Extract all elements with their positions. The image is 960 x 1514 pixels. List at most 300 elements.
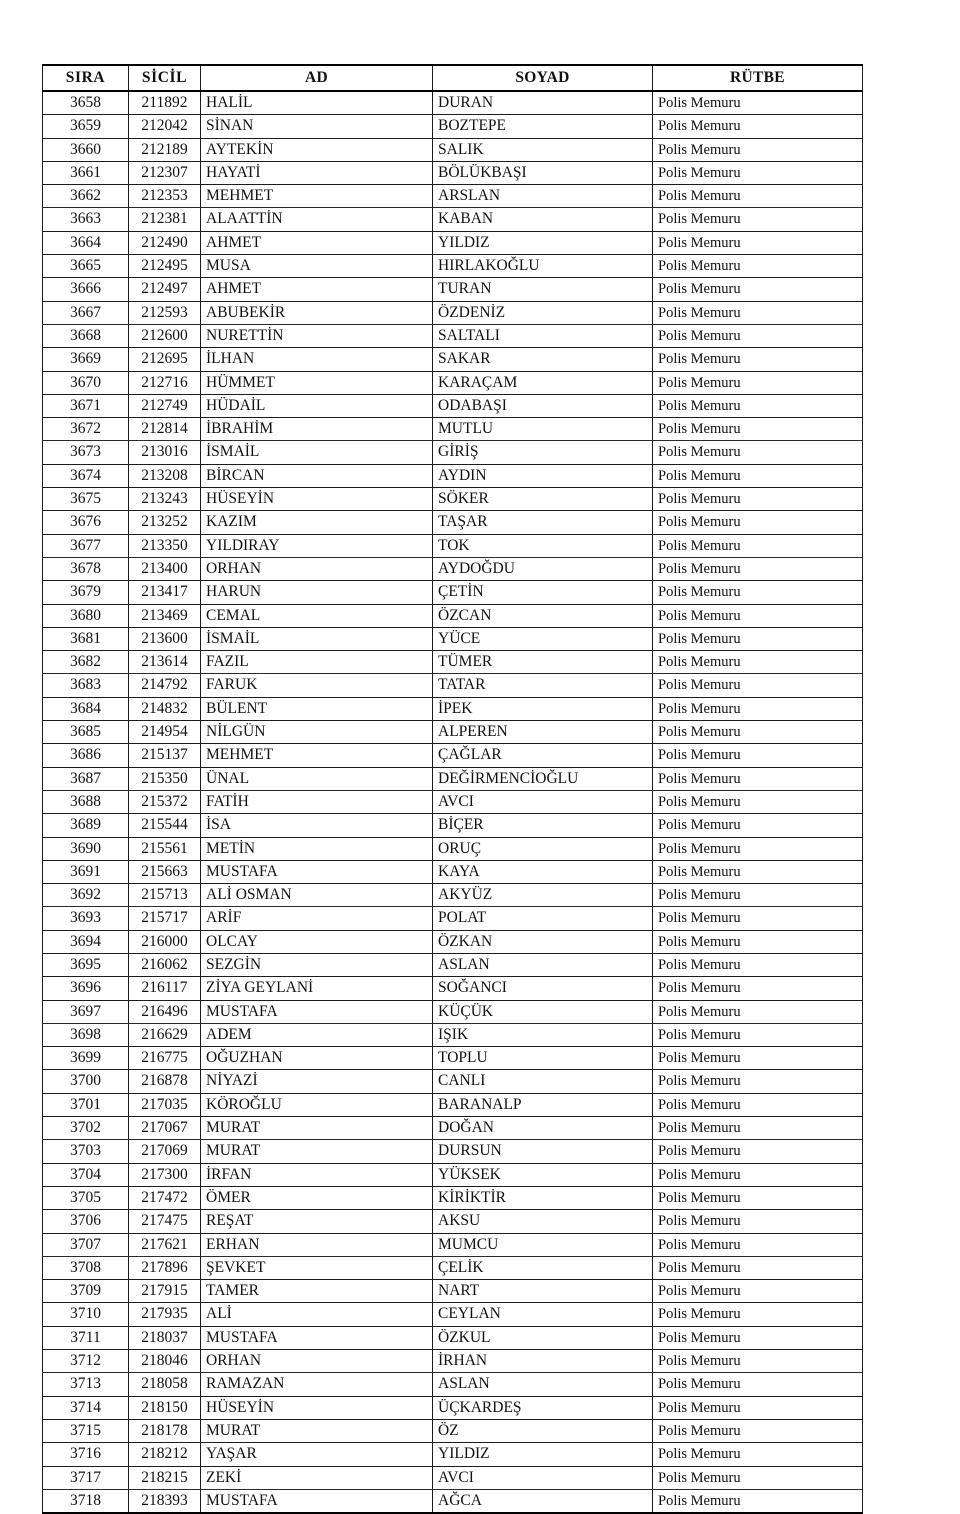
cell-ad: MEHMET (201, 744, 433, 767)
cell-rutbe: Polis Memuru (653, 1047, 863, 1070)
cell-soyad: YILDIZ (433, 231, 653, 254)
cell-sira: 3659 (43, 115, 129, 138)
cell-ad: ERHAN (201, 1233, 433, 1256)
cell-rutbe: Polis Memuru (653, 371, 863, 394)
table-row (43, 91, 863, 115)
cell-ad: REŞAT (201, 1210, 433, 1233)
table-row (43, 721, 863, 744)
table-row (43, 371, 863, 394)
cell-ad: FARUK (201, 674, 433, 697)
cell-sira: 3665 (43, 255, 129, 278)
cell-ad: KÖROĞLU (201, 1093, 433, 1116)
cell-soyad: ÇAĞLAR (433, 744, 653, 767)
table-row (43, 394, 863, 417)
cell-ad: ZİYA GEYLANİ (201, 977, 433, 1000)
column-header-soyad: SOYAD (433, 65, 653, 91)
table-row (43, 1210, 863, 1233)
table-row (43, 1186, 863, 1209)
cell-sicil: 213016 (129, 441, 201, 464)
cell-rutbe: Polis Memuru (653, 953, 863, 976)
cell-ad: MURAT (201, 1117, 433, 1140)
cell-ad: AHMET (201, 278, 433, 301)
cell-rutbe: Polis Memuru (653, 814, 863, 837)
cell-sira: 3692 (43, 884, 129, 907)
table-row (43, 1419, 863, 1442)
cell-sira: 3698 (43, 1023, 129, 1046)
cell-rutbe: Polis Memuru (653, 278, 863, 301)
cell-soyad: TOK (433, 534, 653, 557)
table-row (43, 1466, 863, 1489)
cell-rutbe: Polis Memuru (653, 1373, 863, 1396)
cell-soyad: ODABAŞI (433, 394, 653, 417)
cell-sira: 3714 (43, 1396, 129, 1419)
cell-soyad: AĞCA (433, 1489, 653, 1513)
table-row (43, 1023, 863, 1046)
cell-sicil: 215713 (129, 884, 201, 907)
table-row (43, 115, 863, 138)
table-row (43, 464, 863, 487)
cell-sira: 3705 (43, 1186, 129, 1209)
cell-rutbe: Polis Memuru (653, 721, 863, 744)
cell-sicil: 212749 (129, 394, 201, 417)
cell-sicil: 212695 (129, 348, 201, 371)
cell-sicil: 218393 (129, 1489, 201, 1513)
cell-soyad: YÜKSEK (433, 1163, 653, 1186)
cell-sira: 3694 (43, 930, 129, 953)
cell-rutbe: Polis Memuru (653, 581, 863, 604)
cell-rutbe: Polis Memuru (653, 1117, 863, 1140)
cell-soyad: AKSU (433, 1210, 653, 1233)
cell-ad: NURETTİN (201, 324, 433, 347)
column-header-sicil: SİCİL (129, 65, 201, 91)
table-row (43, 860, 863, 883)
cell-sira: 3712 (43, 1350, 129, 1373)
cell-ad: ŞEVKET (201, 1256, 433, 1279)
cell-sira: 3711 (43, 1326, 129, 1349)
table-row (43, 674, 863, 697)
cell-ad: ADEM (201, 1023, 433, 1046)
table-row (43, 1396, 863, 1419)
table-row (43, 1117, 863, 1140)
personnel-roster-table (42, 64, 863, 1514)
cell-sicil: 212497 (129, 278, 201, 301)
cell-rutbe: Polis Memuru (653, 208, 863, 231)
cell-ad: FATİH (201, 790, 433, 813)
cell-sicil: 216062 (129, 953, 201, 976)
cell-ad: ARİF (201, 907, 433, 930)
cell-ad: ÖMER (201, 1186, 433, 1209)
cell-sira: 3672 (43, 418, 129, 441)
cell-sicil: 215561 (129, 837, 201, 860)
cell-sira: 3670 (43, 371, 129, 394)
cell-rutbe: Polis Memuru (653, 1210, 863, 1233)
cell-ad: MEHMET (201, 185, 433, 208)
cell-rutbe: Polis Memuru (653, 1256, 863, 1279)
cell-rutbe: Polis Memuru (653, 91, 863, 115)
cell-rutbe: Polis Memuru (653, 744, 863, 767)
cell-soyad: HIRLAKOĞLU (433, 255, 653, 278)
cell-sira: 3685 (43, 721, 129, 744)
table-row (43, 627, 863, 650)
cell-rutbe: Polis Memuru (653, 557, 863, 580)
cell-soyad: ORUÇ (433, 837, 653, 860)
cell-ad: İSMAİL (201, 441, 433, 464)
table-row (43, 1256, 863, 1279)
cell-rutbe: Polis Memuru (653, 1140, 863, 1163)
table-row (43, 208, 863, 231)
cell-soyad: KAYA (433, 860, 653, 883)
table-row (43, 534, 863, 557)
cell-rutbe: Polis Memuru (653, 394, 863, 417)
cell-sira: 3717 (43, 1466, 129, 1489)
cell-ad: MURAT (201, 1140, 433, 1163)
cell-ad: ORHAN (201, 557, 433, 580)
cell-sicil: 218058 (129, 1373, 201, 1396)
cell-sira: 3681 (43, 627, 129, 650)
cell-rutbe: Polis Memuru (653, 1093, 863, 1116)
table-row (43, 557, 863, 580)
cell-sira: 3679 (43, 581, 129, 604)
cell-soyad: TÜMER (433, 651, 653, 674)
table-row (43, 837, 863, 860)
cell-sicil: 218046 (129, 1350, 201, 1373)
cell-ad: ALAATTİN (201, 208, 433, 231)
cell-sira: 3677 (43, 534, 129, 557)
cell-ad: NİLGÜN (201, 721, 433, 744)
cell-rutbe: Polis Memuru (653, 697, 863, 720)
cell-sira: 3710 (43, 1303, 129, 1326)
cell-ad: BİRCAN (201, 464, 433, 487)
cell-sicil: 213350 (129, 534, 201, 557)
cell-sira: 3701 (43, 1093, 129, 1116)
cell-rutbe: Polis Memuru (653, 348, 863, 371)
cell-ad: HÜMMET (201, 371, 433, 394)
cell-sira: 3674 (43, 464, 129, 487)
cell-sira: 3682 (43, 651, 129, 674)
cell-ad: ABUBEKİR (201, 301, 433, 324)
cell-rutbe: Polis Memuru (653, 464, 863, 487)
table-row (43, 1373, 863, 1396)
cell-soyad: AYDIN (433, 464, 653, 487)
cell-sicil: 212593 (129, 301, 201, 324)
cell-sicil: 213400 (129, 557, 201, 580)
table-row (43, 324, 863, 347)
cell-ad: CEMAL (201, 604, 433, 627)
cell-ad: SEZGİN (201, 953, 433, 976)
cell-sicil: 218037 (129, 1326, 201, 1349)
cell-sicil: 212042 (129, 115, 201, 138)
cell-sira: 3699 (43, 1047, 129, 1070)
cell-soyad: AYDOĞDU (433, 557, 653, 580)
cell-soyad: CEYLAN (433, 1303, 653, 1326)
cell-sicil: 213417 (129, 581, 201, 604)
cell-soyad: ÇELİK (433, 1256, 653, 1279)
table-row (43, 581, 863, 604)
cell-soyad: NART (433, 1280, 653, 1303)
table-row (43, 1443, 863, 1466)
cell-sicil: 213252 (129, 511, 201, 534)
cell-sicil: 214832 (129, 697, 201, 720)
column-header-rutbe: RÜTBE (653, 65, 863, 91)
table-row (43, 1047, 863, 1070)
table-row (43, 301, 863, 324)
cell-sira: 3684 (43, 697, 129, 720)
cell-ad: ÜNAL (201, 767, 433, 790)
cell-rutbe: Polis Memuru (653, 1280, 863, 1303)
cell-ad: İLHAN (201, 348, 433, 371)
cell-sira: 3703 (43, 1140, 129, 1163)
table-row (43, 1326, 863, 1349)
cell-ad: ALİ (201, 1303, 433, 1326)
cell-rutbe: Polis Memuru (653, 185, 863, 208)
cell-soyad: AVCI (433, 1466, 653, 1489)
cell-soyad: DURAN (433, 91, 653, 115)
cell-sira: 3689 (43, 814, 129, 837)
cell-sira: 3697 (43, 1000, 129, 1023)
table-row (43, 1093, 863, 1116)
cell-soyad: ÖZCAN (433, 604, 653, 627)
cell-sira: 3662 (43, 185, 129, 208)
cell-rutbe: Polis Memuru (653, 1186, 863, 1209)
cell-sira: 3668 (43, 324, 129, 347)
cell-soyad: ÖZKUL (433, 1326, 653, 1349)
cell-soyad: TAŞAR (433, 511, 653, 534)
cell-soyad: YILDIZ (433, 1443, 653, 1466)
table-row (43, 1070, 863, 1093)
cell-sira: 3680 (43, 604, 129, 627)
cell-ad: MURAT (201, 1419, 433, 1442)
table-row (43, 161, 863, 184)
table-row (43, 511, 863, 534)
cell-rutbe: Polis Memuru (653, 1419, 863, 1442)
table-header (43, 65, 863, 91)
table-row (43, 1303, 863, 1326)
cell-sira: 3678 (43, 557, 129, 580)
cell-soyad: TOPLU (433, 1047, 653, 1070)
table-body (43, 91, 863, 1513)
cell-rutbe: Polis Memuru (653, 1350, 863, 1373)
cell-soyad: SALIK (433, 138, 653, 161)
cell-ad: YAŞAR (201, 1443, 433, 1466)
cell-soyad: DEĞİRMENCİOĞLU (433, 767, 653, 790)
table-row (43, 231, 863, 254)
cell-sira: 3666 (43, 278, 129, 301)
cell-rutbe: Polis Memuru (653, 534, 863, 557)
cell-sira: 3704 (43, 1163, 129, 1186)
cell-soyad: ASLAN (433, 1373, 653, 1396)
cell-soyad: IŞIK (433, 1023, 653, 1046)
cell-ad: İSA (201, 814, 433, 837)
cell-ad: ZEKİ (201, 1466, 433, 1489)
cell-ad: HÜDAİL (201, 394, 433, 417)
cell-soyad: İPEK (433, 697, 653, 720)
cell-rutbe: Polis Memuru (653, 511, 863, 534)
cell-sira: 3707 (43, 1233, 129, 1256)
cell-sicil: 216000 (129, 930, 201, 953)
cell-rutbe: Polis Memuru (653, 674, 863, 697)
cell-ad: RAMAZAN (201, 1373, 433, 1396)
cell-rutbe: Polis Memuru (653, 790, 863, 813)
cell-sira: 3675 (43, 488, 129, 511)
cell-ad: MUSA (201, 255, 433, 278)
cell-sicil: 211892 (129, 91, 201, 115)
column-header-sira: SIRA (43, 65, 129, 91)
cell-ad: HARUN (201, 581, 433, 604)
cell-sicil: 218150 (129, 1396, 201, 1419)
cell-ad: SİNAN (201, 115, 433, 138)
cell-sira: 3696 (43, 977, 129, 1000)
table-row (43, 488, 863, 511)
header-row (43, 65, 863, 91)
cell-ad: TAMER (201, 1280, 433, 1303)
cell-sicil: 215544 (129, 814, 201, 837)
cell-ad: HÜSEYİN (201, 1396, 433, 1419)
table-row (43, 884, 863, 907)
table-row (43, 814, 863, 837)
cell-sira: 3683 (43, 674, 129, 697)
cell-sira: 3718 (43, 1489, 129, 1513)
cell-sira: 3664 (43, 231, 129, 254)
cell-soyad: BÖLÜKBAŞI (433, 161, 653, 184)
cell-soyad: TATAR (433, 674, 653, 697)
table-row (43, 348, 863, 371)
cell-soyad: ÇETİN (433, 581, 653, 604)
cell-soyad: KARAÇAM (433, 371, 653, 394)
cell-sira: 3676 (43, 511, 129, 534)
cell-soyad: AVCI (433, 790, 653, 813)
cell-sicil: 212716 (129, 371, 201, 394)
cell-sicil: 216775 (129, 1047, 201, 1070)
cell-rutbe: Polis Memuru (653, 860, 863, 883)
cell-rutbe: Polis Memuru (653, 1396, 863, 1419)
cell-soyad: POLAT (433, 907, 653, 930)
cell-sira: 3667 (43, 301, 129, 324)
cell-sira: 3687 (43, 767, 129, 790)
cell-sicil: 215137 (129, 744, 201, 767)
cell-rutbe: Polis Memuru (653, 255, 863, 278)
cell-soyad: AKYÜZ (433, 884, 653, 907)
table-row (43, 651, 863, 674)
cell-sicil: 217475 (129, 1210, 201, 1233)
cell-rutbe: Polis Memuru (653, 1489, 863, 1513)
cell-soyad: ALPEREN (433, 721, 653, 744)
cell-ad: HAYATİ (201, 161, 433, 184)
cell-sicil: 217067 (129, 1117, 201, 1140)
cell-rutbe: Polis Memuru (653, 977, 863, 1000)
table-row (43, 418, 863, 441)
cell-sira: 3658 (43, 91, 129, 115)
cell-soyad: BİÇER (433, 814, 653, 837)
cell-sicil: 218212 (129, 1443, 201, 1466)
table-row (43, 1350, 863, 1373)
cell-rutbe: Polis Memuru (653, 418, 863, 441)
cell-sicil: 217035 (129, 1093, 201, 1116)
cell-sira: 3669 (43, 348, 129, 371)
table-row (43, 185, 863, 208)
cell-soyad: ÖZKAN (433, 930, 653, 953)
cell-sira: 3700 (43, 1070, 129, 1093)
cell-sira: 3660 (43, 138, 129, 161)
cell-soyad: TURAN (433, 278, 653, 301)
cell-soyad: MUMCU (433, 1233, 653, 1256)
cell-sira: 3715 (43, 1419, 129, 1442)
cell-sicil: 215372 (129, 790, 201, 813)
cell-sicil: 215663 (129, 860, 201, 883)
cell-sicil: 213469 (129, 604, 201, 627)
cell-sira: 3708 (43, 1256, 129, 1279)
cell-rutbe: Polis Memuru (653, 301, 863, 324)
roster-table-container (42, 64, 862, 1514)
cell-sira: 3686 (43, 744, 129, 767)
cell-sira: 3706 (43, 1210, 129, 1233)
table-row (43, 604, 863, 627)
cell-sicil: 212381 (129, 208, 201, 231)
cell-rutbe: Polis Memuru (653, 441, 863, 464)
cell-rutbe: Polis Memuru (653, 161, 863, 184)
cell-soyad: SÖKER (433, 488, 653, 511)
cell-ad: YILDIRAY (201, 534, 433, 557)
cell-sicil: 213614 (129, 651, 201, 674)
cell-rutbe: Polis Memuru (653, 1163, 863, 1186)
cell-soyad: MUTLU (433, 418, 653, 441)
table-row (43, 138, 863, 161)
cell-rutbe: Polis Memuru (653, 767, 863, 790)
cell-sicil: 217896 (129, 1256, 201, 1279)
cell-sicil: 214792 (129, 674, 201, 697)
cell-soyad: ÜÇKARDEŞ (433, 1396, 653, 1419)
cell-ad: NİYAZİ (201, 1070, 433, 1093)
cell-soyad: ÖZ (433, 1419, 653, 1442)
table-row (43, 744, 863, 767)
cell-ad: OLCAY (201, 930, 433, 953)
cell-sira: 3691 (43, 860, 129, 883)
cell-ad: MUSTAFA (201, 1326, 433, 1349)
cell-sira: 3716 (43, 1443, 129, 1466)
cell-rutbe: Polis Memuru (653, 324, 863, 347)
cell-sira: 3661 (43, 161, 129, 184)
cell-sicil: 213600 (129, 627, 201, 650)
cell-sicil: 212495 (129, 255, 201, 278)
table-row (43, 1000, 863, 1023)
cell-soyad: SAKAR (433, 348, 653, 371)
cell-sicil: 217472 (129, 1186, 201, 1209)
cell-soyad: KABAN (433, 208, 653, 231)
cell-sicil: 214954 (129, 721, 201, 744)
cell-sicil: 217915 (129, 1280, 201, 1303)
cell-sicil: 216629 (129, 1023, 201, 1046)
table-row (43, 907, 863, 930)
cell-soyad: KÜÇÜK (433, 1000, 653, 1023)
cell-sicil: 218178 (129, 1419, 201, 1442)
table-row (43, 278, 863, 301)
cell-sicil: 216496 (129, 1000, 201, 1023)
table-row (43, 1163, 863, 1186)
cell-soyad: CANLI (433, 1070, 653, 1093)
cell-rutbe: Polis Memuru (653, 930, 863, 953)
cell-rutbe: Polis Memuru (653, 1443, 863, 1466)
cell-soyad: DOĞAN (433, 1117, 653, 1140)
cell-sicil: 218215 (129, 1466, 201, 1489)
cell-rutbe: Polis Memuru (653, 1326, 863, 1349)
cell-soyad: BARANALP (433, 1093, 653, 1116)
cell-sicil: 217621 (129, 1233, 201, 1256)
cell-sicil: 213243 (129, 488, 201, 511)
table-row (43, 1233, 863, 1256)
cell-soyad: İRHAN (433, 1350, 653, 1373)
cell-sira: 3663 (43, 208, 129, 231)
table-row (43, 930, 863, 953)
cell-rutbe: Polis Memuru (653, 1000, 863, 1023)
